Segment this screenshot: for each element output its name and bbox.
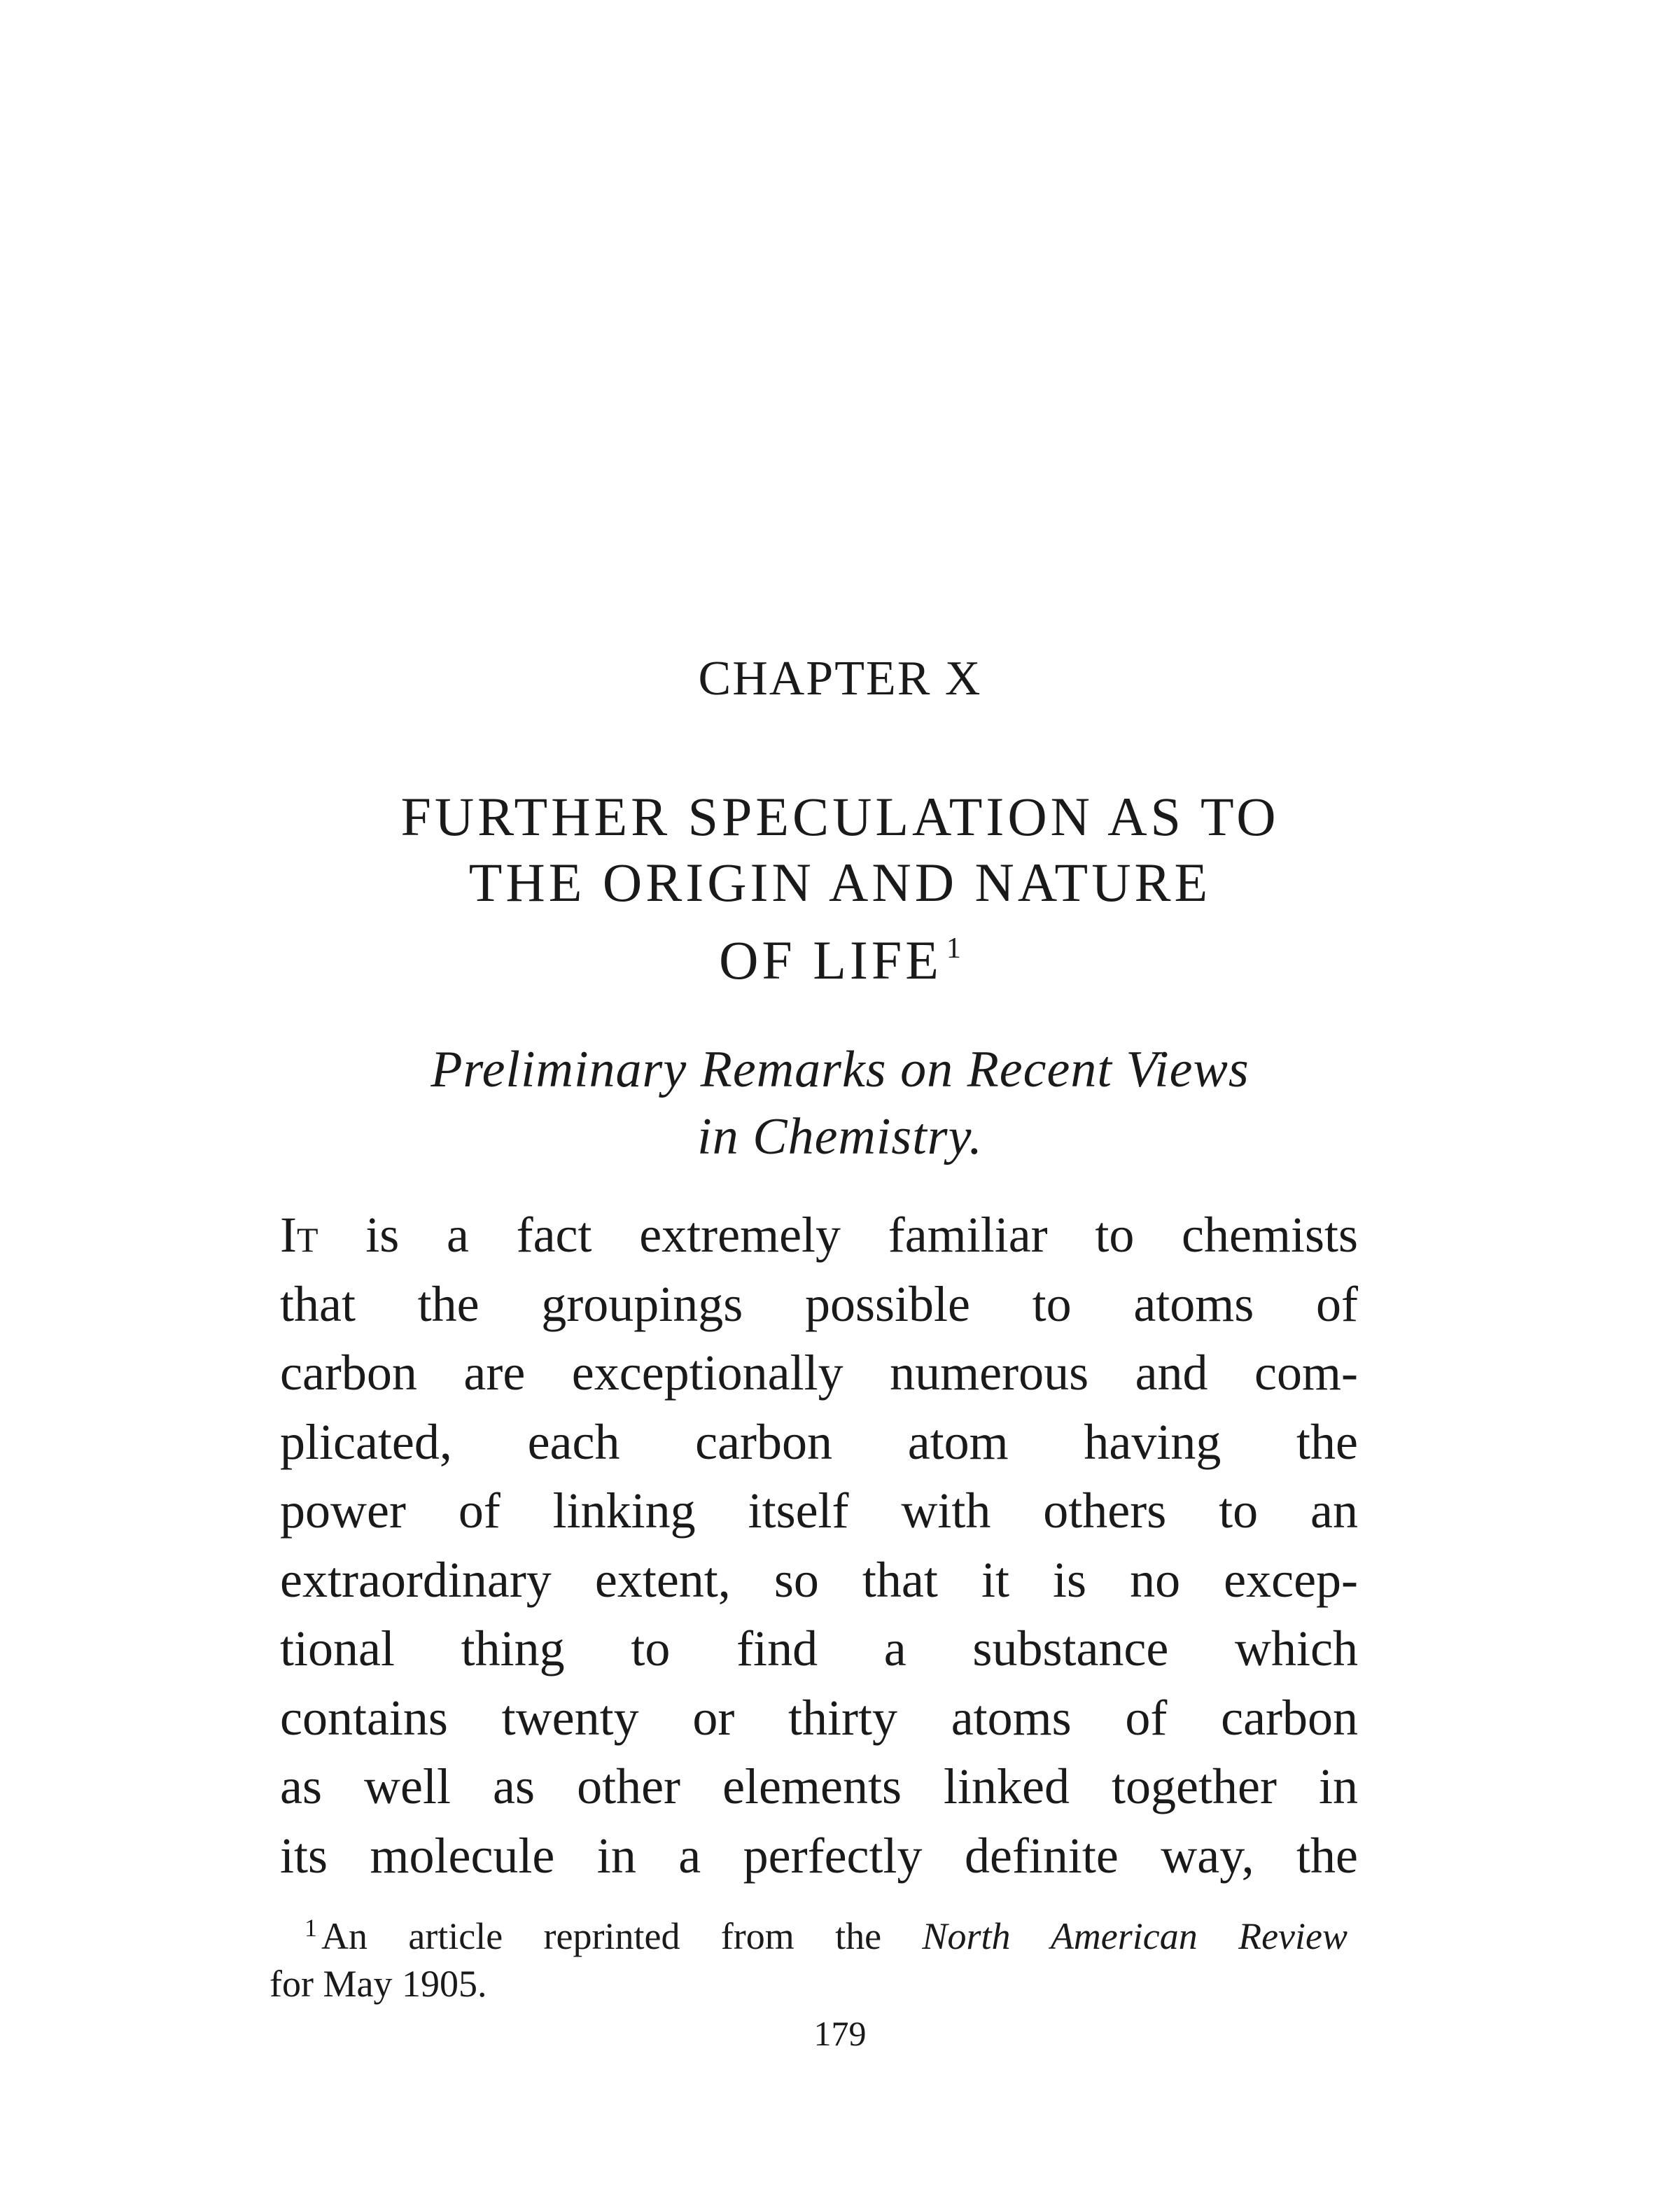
body-line: carbon are exceptionally numerous and com-: [280, 1345, 1358, 1401]
body-line: contains twenty or thirty atoms of carbon: [280, 1689, 1358, 1746]
footnote-text: An article reprinted from the: [321, 1915, 923, 1957]
body-paragraph: [280, 1200, 1358, 1890]
body-line: its molecule in a perfectly definite way, the: [280, 1827, 1358, 1884]
footnote: [270, 1904, 1348, 2008]
chapter-title-line-text: OF LIFE: [719, 930, 942, 990]
body-line-text: is a fact extremely familiar to chemists: [318, 1207, 1358, 1263]
body-line: as well as other elements linked together in: [280, 1758, 1358, 1814]
body-line: that the groupings possible to atoms of: [280, 1275, 1358, 1332]
chapter-title: [0, 784, 1680, 993]
page-number: 179: [813, 2014, 867, 2053]
body-line: power of linking itself with others to an: [280, 1483, 1358, 1539]
section-heading: [0, 1036, 1680, 1170]
section-heading-line: in Chemistry.: [697, 1108, 983, 1166]
body-line: [280, 1200, 1358, 1270]
body-line: extraordinary extent, so that it is no excep-: [280, 1551, 1358, 1608]
body-line: plicated, each carbon atom having the: [280, 1413, 1358, 1470]
footnote-reference: 1: [946, 932, 961, 965]
section-heading-line: Preliminary Remarks on Recent Views: [430, 1041, 1250, 1098]
chapter-title-line: FURTHER SPECULATION AS TO: [400, 786, 1280, 847]
chapter-title-line: THE ORIGIN AND NATURE: [468, 852, 1212, 913]
footnote-line: [270, 1904, 1348, 1960]
paragraph-lead-word: It: [280, 1207, 318, 1263]
footnote-marker: 1: [304, 1914, 317, 1942]
body-line: tional thing to find a substance which: [280, 1620, 1358, 1676]
chapter-number: CHAPTER X: [698, 652, 982, 706]
footnote-journal-title: North American Review: [922, 1915, 1348, 1957]
chapter-title-line-last: [0, 916, 1680, 993]
footnote-line: for May 1905.: [270, 1963, 487, 2005]
